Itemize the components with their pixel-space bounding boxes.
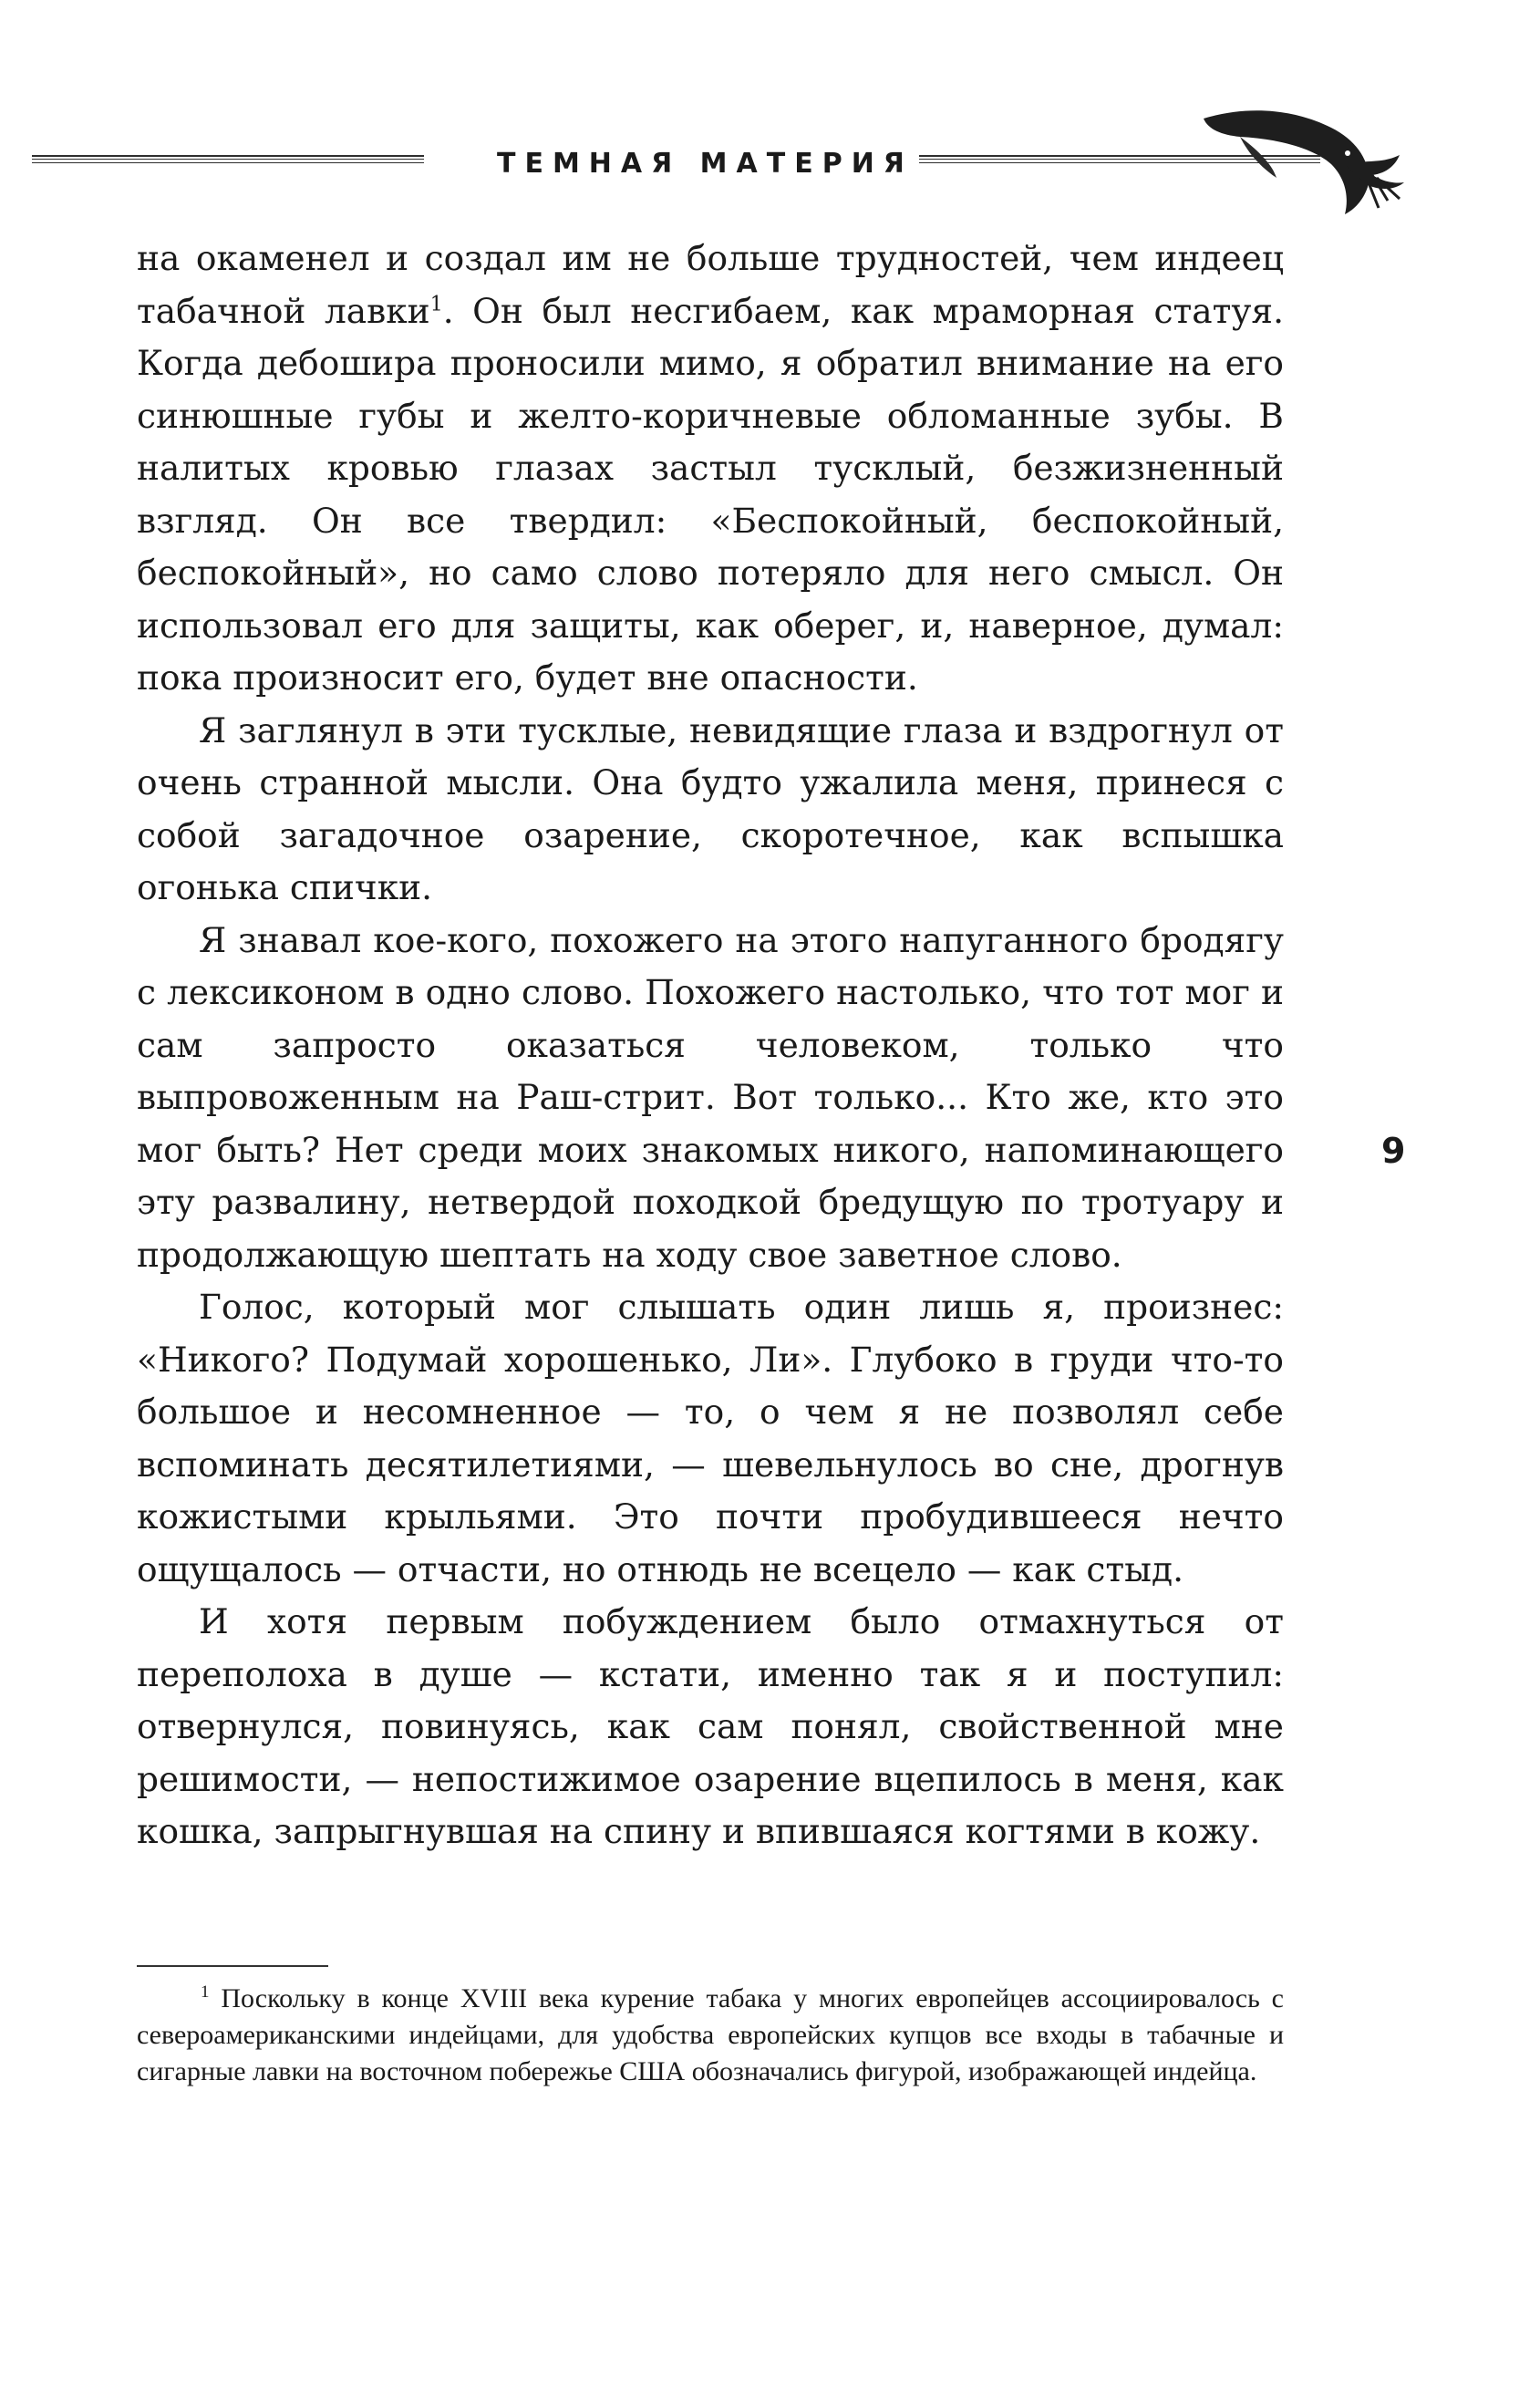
paragraph: И хотя первым побуждением было отмахнуться от переполоха в душе — кстати, именно так я и поступил: отвернулся, повинуясь, как сам понял, свойственной мне решимости, — непостижимое озарение вцепилось в меня, как кошка, запрыгнувшая на спину и впившаяся когтями в кожу. — [137, 1601, 1284, 1851]
page-number: 9 — [1381, 1131, 1406, 1171]
footnote-reference[interactable]: 1 — [429, 293, 443, 316]
footnote-paragraph — [137, 1981, 1284, 2090]
running-header — [0, 100, 1540, 228]
running-header-title: ТЕМНАЯ МАТЕРИЯ — [497, 148, 914, 180]
footnote-separator — [137, 1965, 328, 1967]
footnote-text: Поскольку в конце XVIII века курение табака у многих европейцев ассоциировалось с североамериканскими индейцами, для удобства европейских купцов все входы в табачные и сигарные лавки на восточном побережье США обозначались фигурой, изображающей индейца. — [137, 1983, 1284, 2086]
flying-bird-icon — [1185, 100, 1422, 228]
footnote-marker: 1 — [201, 1982, 210, 2002]
footnote — [137, 1981, 1284, 2090]
paragraph-text: . Он был несгибаем, как мраморная статуя. Когда дебошира проносили мимо, я обратил внимание на его синюшные губы и желто-коричневые обломанные зубы. В налитых кровью глазах застыл тусклый, безжизненный взгляд. Он все твердил: «Беспокойный, беспокойный, беспокойный», но само слово потеряло для него смысл. Он использовал его для защиты, как оберег, и, наверное, думал: пока произносит его, будет вне опасности. — [137, 290, 1285, 698]
paragraph-text: на окаменел и создал им не больше трудностей, чем индеец табачной лавки — [137, 238, 1284, 331]
body-text — [137, 233, 1284, 1858]
paragraph: Голос, который мог слышать один лишь я, произнес: «Никого? Подумай хорошенько, Ли». Глубоко в груди что-то большое и несомненное — то, о чем я не позволял себе вспоминать десятилетиями, — шевельнулось во сне, дрогнув кожистыми крыльями. Это почти пробудившееся нечто ощущалось — отчасти, но отнюдь не всецело — как стыд. — [137, 1287, 1284, 1589]
header-rule-left — [32, 155, 424, 164]
paragraph: Я знавал кое-кого, похожего на этого напуганного бродягу с лексиконом в одно слово. Похожего настолько, что тот мог и сам запросто оказаться человеком, только что выпровоженным на Раш-стрит. Вот только... Кто же, кто это мог быть? Нет среди моих знакомых никого, напоминающего эту развалину, нетвердой походкой бредущую по тротуару и продолжающую шептать на ходу свое заветное слово. — [137, 919, 1284, 1275]
paragraph: Я заглянул в эти тусклые, невидящие глаза и вздрогнул от очень странной мысли. Она будто ужалила меня, принеся с собой загадочное озарение, скоротечное, как вспышка огонька спички. — [137, 709, 1284, 907]
paragraph — [137, 233, 1284, 705]
